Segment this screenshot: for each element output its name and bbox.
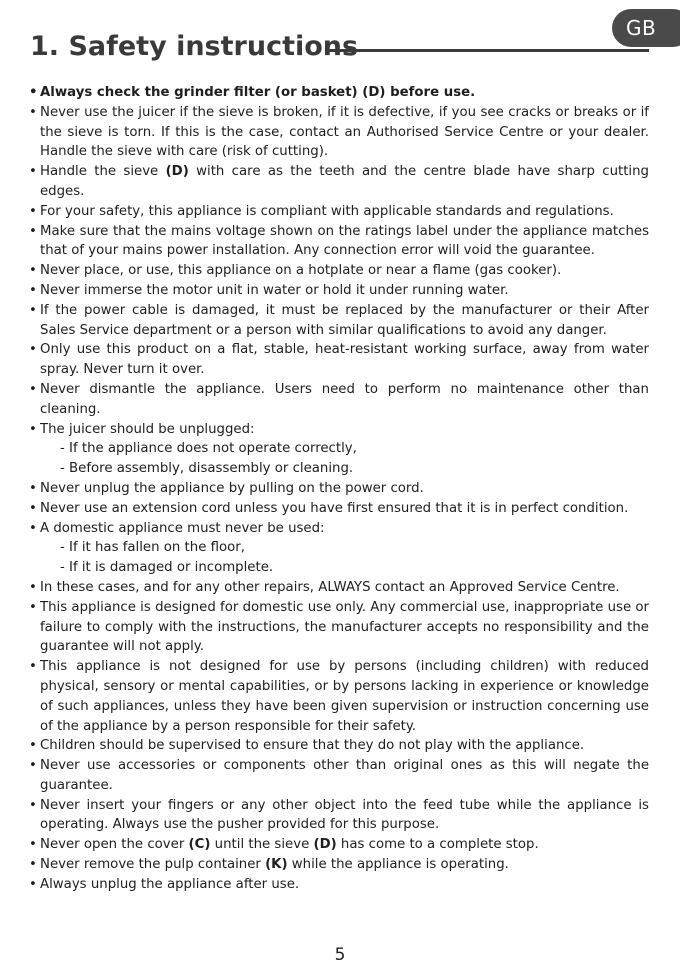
list-item: • Never use the juicer if the sieve is broken, if it is defective, if you see cracks or breaks or if the sieve is torn. If this is the case, contact an Authorised Service Centre or your dealer. Handle the sieve with care (risk of cutting). bbox=[29, 103, 649, 162]
item-text: has come to a complete stop. bbox=[336, 837, 539, 853]
list-item: • In these cases, and for any other repairs, ALWAYS contact an Approved Service Centre. bbox=[29, 578, 649, 598]
list-item: • Always unplug the appliance after use. bbox=[29, 875, 649, 895]
part-reference: (D) bbox=[313, 837, 337, 853]
sub-list-item: - If the appliance does not operate correctly, bbox=[60, 441, 357, 457]
list-item: • Never dismantle the appliance. Users need to perform no maintenance other than cleaning. bbox=[29, 380, 649, 420]
list-item bbox=[29, 855, 649, 875]
safety-instructions-list bbox=[29, 83, 649, 895]
language-badge: GB bbox=[612, 9, 680, 47]
list-item: • If the power cable is damaged, it must be replaced by the manufacturer or their After Sales Service department or a person with similar qualifications to avoid any danger. bbox=[29, 301, 649, 341]
list-item: • Never place, or use, this appliance on a hotplate or near a flame (gas cooker). bbox=[29, 261, 649, 281]
list-item: • Always check the grinder filter (or basket) (D) before use. bbox=[29, 83, 649, 103]
item-text: Never remove the pulp container bbox=[40, 857, 266, 873]
page-title: 1. Safety instructions bbox=[30, 31, 359, 62]
list-item: • This appliance is not designed for use by persons (including children) with reduced physical, sensory or mental capabilities, or by persons lacking in experience or knowledge of such appliances, unless they have been given supervision or instruction concerning use of the appliance by a person responsible for their safety. bbox=[29, 657, 649, 736]
item-text: Never open the cover bbox=[40, 837, 189, 853]
list-item: • A domestic appliance must never be used: bbox=[29, 519, 649, 539]
sub-list-item: - If it has fallen on the floor, bbox=[60, 540, 245, 556]
list-item: • Never use an extension cord unless you have first ensured that it is in perfect condition. bbox=[29, 499, 649, 519]
list-item: • Only use this product on a flat, stable, heat-resistant working surface, away from water spray. Never turn it over. bbox=[29, 340, 649, 380]
list-item bbox=[29, 162, 649, 202]
list-item: • Never immerse the motor unit in water or hold it under running water. bbox=[29, 281, 649, 301]
title-divider bbox=[327, 49, 649, 52]
item-text: until the sieve bbox=[210, 837, 314, 853]
part-reference: (C) bbox=[188, 837, 211, 853]
page-number: 5 bbox=[334, 945, 346, 965]
item-text: Handle the sieve bbox=[40, 164, 166, 180]
list-item: • This appliance is designed for domestic use only. Any commercial use, inappropriate use or failure to comply with the instructions, the manufacturer accepts no responsibility and the guarantee will not apply. bbox=[29, 598, 649, 657]
part-reference: (D) bbox=[165, 164, 189, 180]
item-text: while the appliance is operating. bbox=[287, 857, 509, 873]
list-item: • The juicer should be unplugged: bbox=[29, 420, 649, 440]
list-item: • Never insert your fingers or any other object into the feed tube while the appliance is operating. Always use the pusher provided for this purpose. bbox=[29, 796, 649, 836]
list-item: • Never unplug the appliance by pulling on the power cord. bbox=[29, 479, 649, 499]
list-item: • Children should be supervised to ensure that they do not play with the appliance. bbox=[29, 736, 649, 756]
part-reference: (K) bbox=[265, 857, 288, 873]
list-item: • Make sure that the mains voltage shown on the ratings label under the appliance matches that of your mains power installation. Any connection error will void the guarantee. bbox=[29, 222, 649, 262]
list-item bbox=[29, 835, 649, 855]
list-item: • Never use accessories or components other than original ones as this will negate the guarantee. bbox=[29, 756, 649, 796]
list-item: • For your safety, this appliance is compliant with applicable standards and regulations. bbox=[29, 202, 649, 222]
sub-list-item: - If it is damaged or incomplete. bbox=[60, 560, 274, 576]
sub-list-item: - Before assembly, disassembly or cleaning. bbox=[60, 461, 354, 477]
item-text: with care as the teeth and the centre blade have sharp cutting edges. bbox=[40, 164, 649, 199]
